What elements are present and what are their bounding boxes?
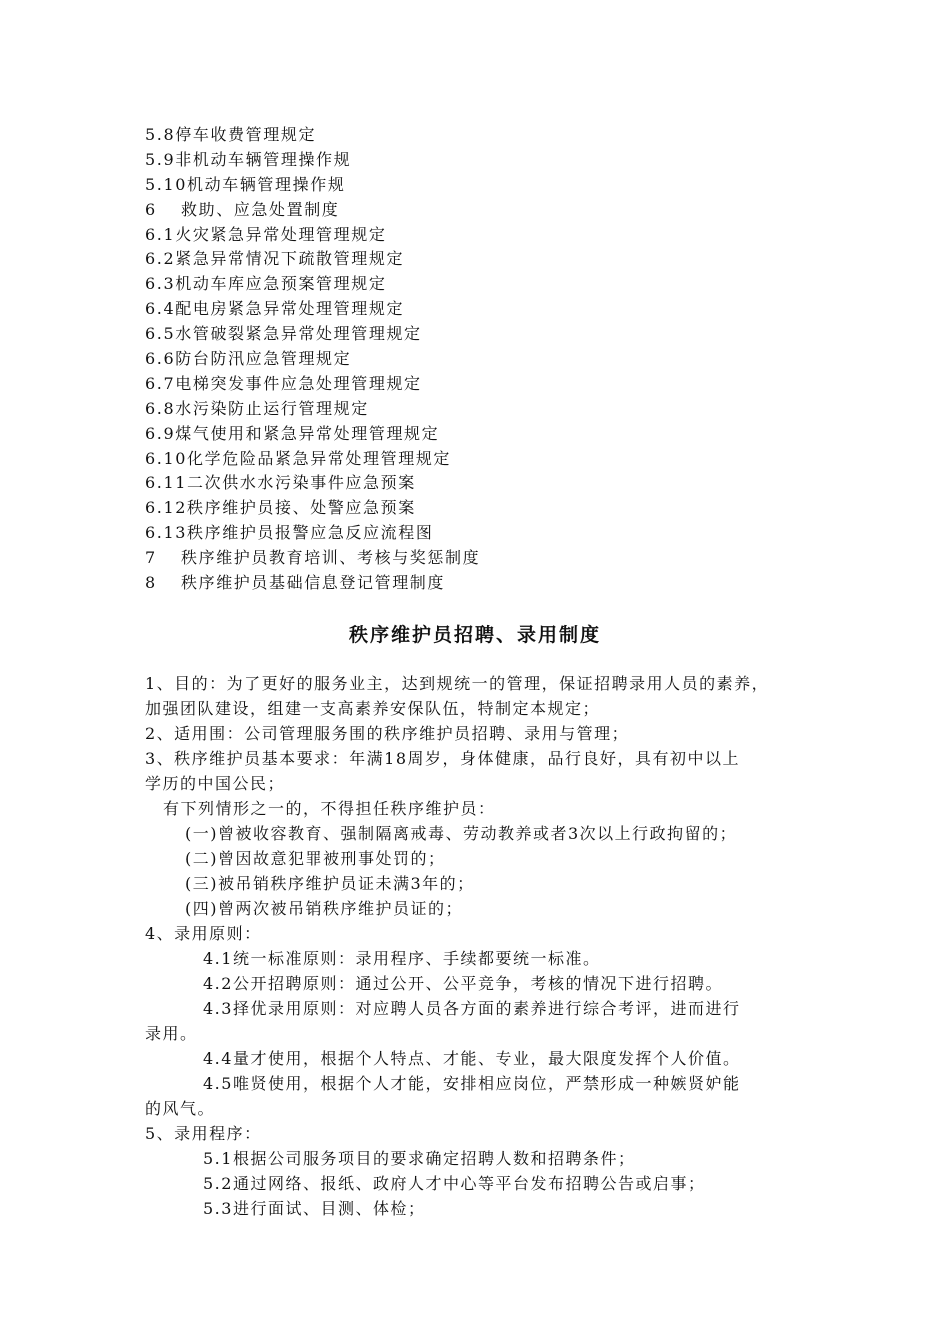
toc-number: 5.9: [145, 149, 176, 169]
toc-text: 机动车辆管理操作规: [187, 174, 346, 194]
paragraph-line: 录用。: [145, 1024, 198, 1043]
paragraph-line: 加强团队建设，组建一支高素养安保队伍，特制定本规定；: [145, 699, 601, 718]
toc-item: [145, 322, 845, 347]
list-item: (三)被吊销秩序维护员证未满3年的；: [185, 874, 475, 893]
list-item: 4.1统一标准原则：录用程序、手续都要统一标准。: [203, 949, 601, 968]
toc-number: 6: [145, 199, 157, 219]
toc-item: [145, 272, 845, 297]
paragraph-line: 的风气。: [145, 1099, 216, 1118]
list-item: 4.3择优录用原则：对应聘人员各方面的素养进行综合考评，进而进行: [203, 999, 741, 1018]
toc-item: [145, 471, 845, 496]
document-body: [145, 671, 815, 1221]
paragraph-line: 3、秩序维护员基本要求：年满18周岁，身体健康，品行良好，具有初中以上: [145, 749, 741, 768]
toc-number: 6.8: [145, 398, 176, 418]
list-item: (一)曾被收容教育、强制隔离戒毒、劳动教养或者3次以上行政拘留的；: [185, 824, 738, 843]
toc-item: [145, 521, 845, 546]
toc-item: [145, 571, 845, 596]
toc-text: 紧急异常情况下疏散管理规定: [175, 249, 405, 269]
table-of-contents: [145, 123, 845, 596]
paragraph-line: 5、录用程序：: [145, 1124, 262, 1143]
list-item: 5.3进行面试、目测、体检；: [203, 1199, 426, 1218]
paragraph-line: 学历的中国公民；: [145, 774, 286, 793]
toc-item: [145, 247, 845, 272]
paragraph-line: 1、目的：为了更好的服务业主，达到规统一的管理，保证招聘录用人员的素养，: [145, 674, 770, 693]
toc-text: 机动车库应急预案管理规定: [175, 274, 387, 294]
toc-number: 6.6: [145, 349, 176, 369]
toc-number: 6.10: [145, 448, 188, 468]
toc-number: 6.3: [145, 274, 176, 294]
toc-item: [145, 198, 845, 223]
toc-item: [145, 148, 845, 173]
list-item: (二)曾因故意犯罪被刑事处罚的；: [185, 849, 446, 868]
toc-text: 秩序维护员基础信息登记管理制度: [181, 573, 446, 593]
toc-item: [145, 447, 845, 472]
list-item: 4.5唯贤使用，根据个人才能，安排相应岗位，严禁形成一种嫉贤妒能: [203, 1074, 741, 1093]
paragraph-line: 有下列情形之一的，不得担任秩序维护员：: [163, 799, 496, 818]
toc-text: 二次供水水污染事件应急预案: [187, 473, 416, 493]
toc-number: 6.12: [145, 498, 188, 518]
paragraph-line: 2、适用围：公司管理服务围的秩序维护员招聘、录用与管理；: [145, 724, 630, 743]
toc-number: 6.5: [145, 324, 176, 344]
toc-item: [145, 397, 845, 422]
list-item: (四)曾两次被吊销秩序维护员证的；: [185, 899, 463, 918]
toc-number: 6.4: [145, 299, 176, 319]
toc-item: [145, 422, 845, 447]
toc-number: 6.9: [145, 423, 176, 443]
toc-number: 5.8: [145, 125, 176, 144]
toc-text: 秩序维护员报警应急反应流程图: [187, 523, 434, 543]
list-item: 4.4量才使用，根据个人特点、才能、专业，最大限度发挥个人价值。: [203, 1049, 741, 1068]
toc-text: 化学危险品紧急异常处理管理规定: [187, 448, 452, 468]
list-item: 5.1根据公司服务项目的要求确定招聘人数和招聘条件；: [203, 1149, 636, 1168]
toc-text: 非机动车辆管理操作规: [175, 149, 352, 169]
toc-number: 6.11: [145, 473, 188, 493]
toc-item: [145, 297, 845, 322]
toc-item: [145, 123, 845, 148]
toc-item: [145, 372, 845, 397]
toc-number: 6.2: [145, 249, 176, 269]
toc-text: 水管破裂紧急异常处理管理规定: [175, 324, 422, 344]
toc-number: 8: [145, 573, 157, 593]
toc-text: 救助、应急处置制度: [181, 199, 340, 219]
toc-text: 火灾紧急异常处理管理规定: [175, 224, 387, 244]
toc-item: [145, 173, 845, 198]
toc-text: 防台防汛应急管理规定: [175, 349, 352, 369]
section-title: 秩序维护员招聘、录用制度: [348, 624, 601, 646]
toc-text: 秩序维护员接、处警应急预案: [187, 498, 416, 518]
toc-text: 电梯突发事件应急处理管理规定: [175, 373, 422, 393]
toc-item: [145, 347, 845, 372]
toc-text: 煤气使用和紧急异常处理管理规定: [175, 423, 440, 443]
toc-number: 6.1: [145, 224, 176, 244]
list-item: 5.2通过网络、报纸、政府人才中心等平台发布招聘公告或启事；: [203, 1174, 706, 1193]
toc-item: [145, 496, 845, 521]
toc-text: 秩序维护员教育培训、考核与奖惩制度: [181, 548, 481, 568]
toc-number: 7: [145, 548, 157, 568]
toc-number: 6.7: [145, 373, 176, 393]
paragraph-line: 4、录用原则：: [145, 924, 262, 943]
toc-number: 5.10: [145, 174, 188, 194]
toc-text: 水污染防止运行管理规定: [175, 398, 369, 418]
toc-text: 停车收费管理规定: [175, 125, 317, 144]
toc-item: [145, 546, 845, 571]
toc-text: 配电房紧急异常处理管理规定: [175, 299, 405, 319]
toc-item: [145, 223, 845, 248]
toc-number: 6.13: [145, 523, 188, 543]
list-item: 4.2公开招聘原则：通过公开、公平竞争，考核的情况下进行招聘。: [203, 974, 723, 993]
